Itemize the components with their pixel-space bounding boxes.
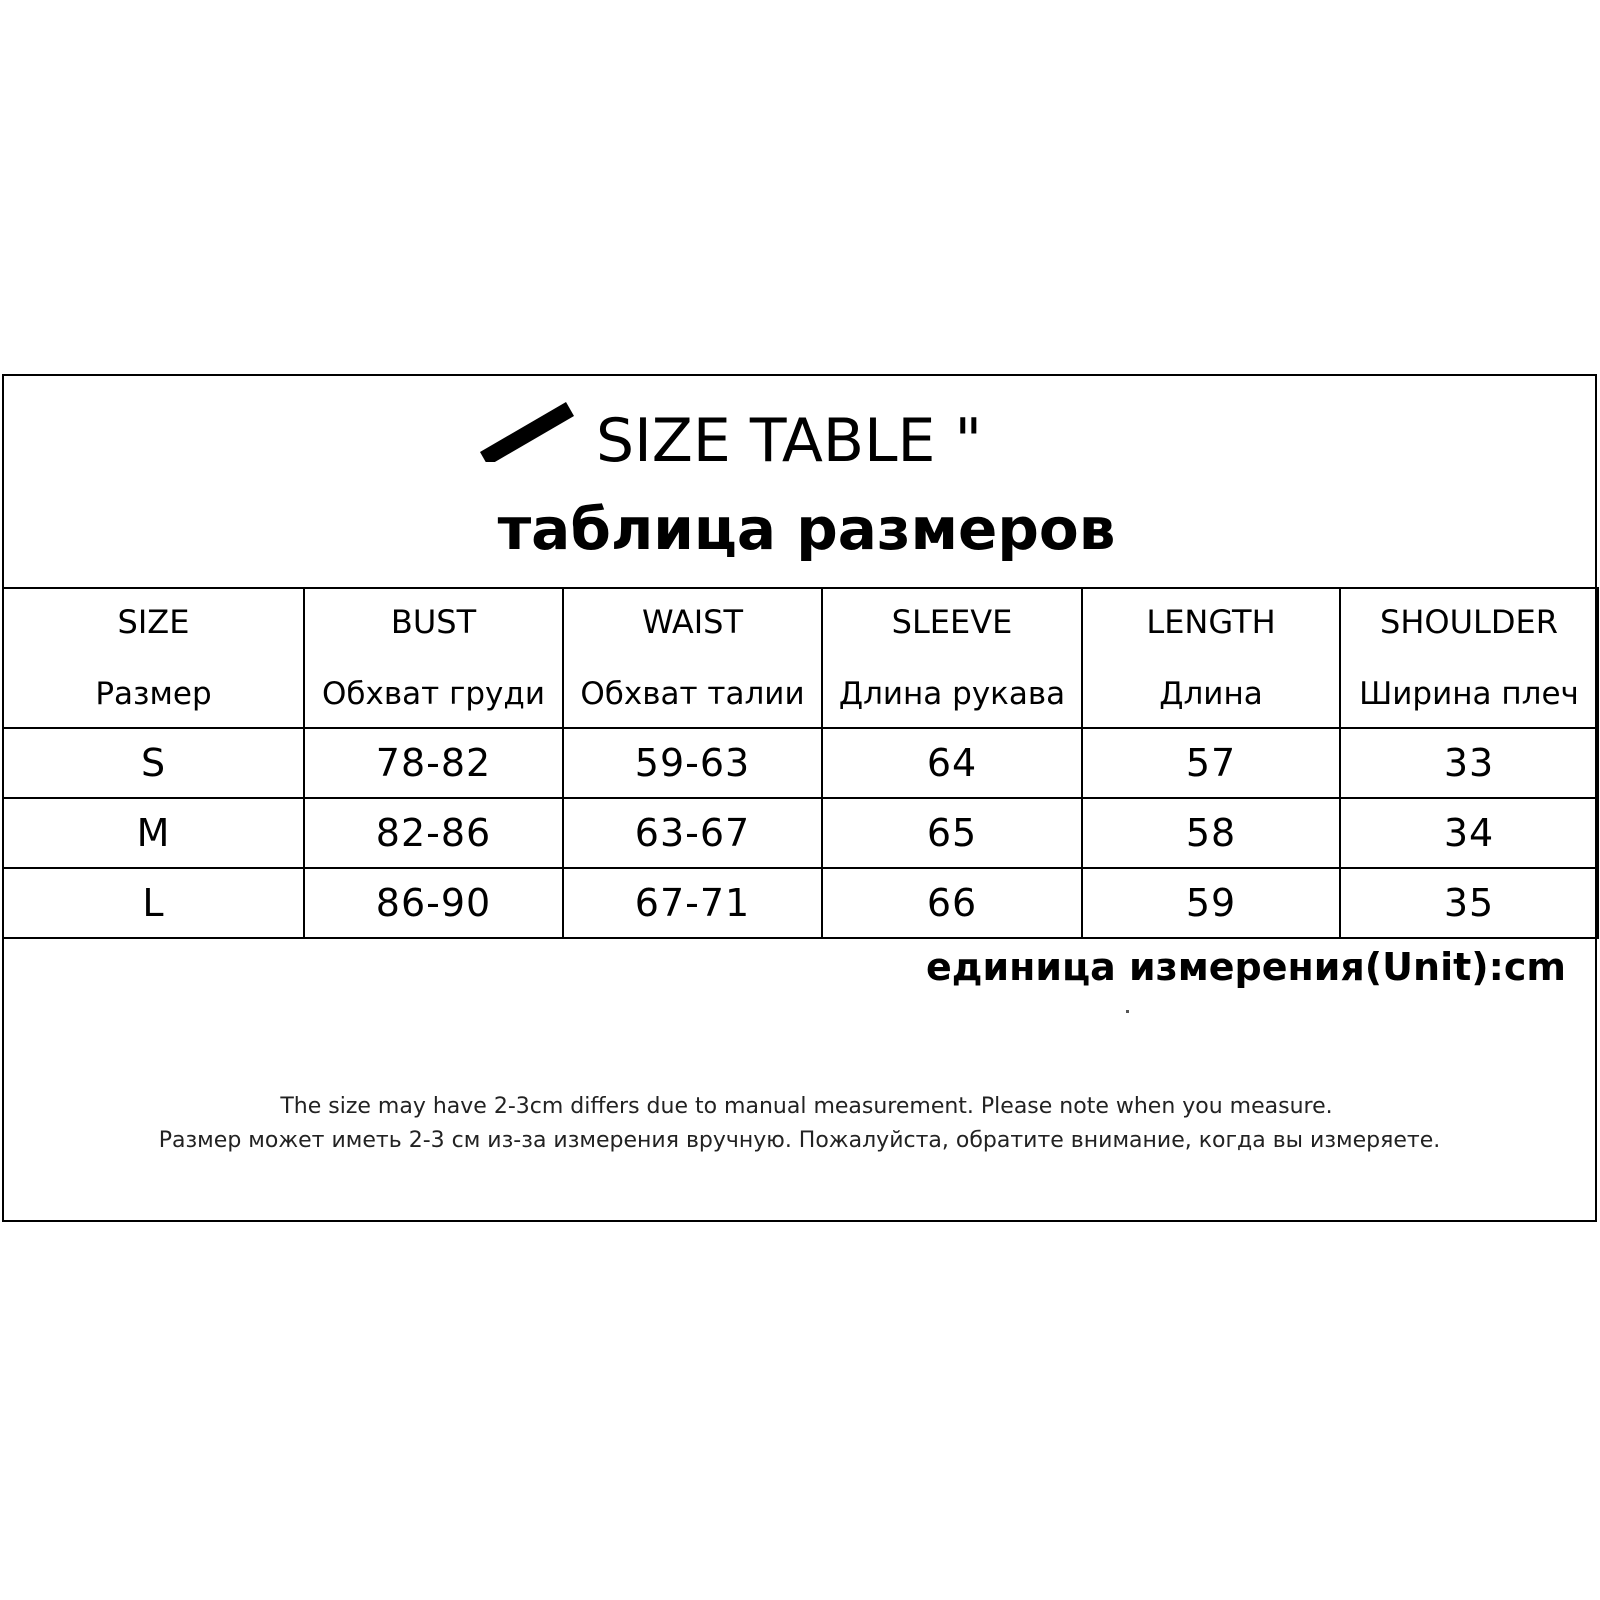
cell-size: L (3, 868, 304, 938)
cell-size: M (3, 798, 304, 868)
title-english: SIZE TABLE " (596, 406, 983, 476)
column-header-label: Длина рукава (838, 676, 1066, 712)
cell-bust: 78-82 (304, 728, 563, 798)
column-header-shoulder (1340, 588, 1598, 728)
cell-size: S (3, 728, 304, 798)
column-header-label: LENGTH (1146, 603, 1276, 641)
cell-length: 57 (1082, 728, 1340, 798)
column-header-size (3, 588, 304, 728)
size-chart-sheet (2, 374, 1597, 1222)
column-header-label: SIZE (117, 603, 190, 641)
cell-waist: 63-67 (563, 798, 822, 868)
disclaimer-russian: Размер может иметь 2-3 см из-за измерения вручную. Пожалуйста, обратите внимание, когда вы измеряете. (158, 1128, 1441, 1153)
disclaimer-english: The size may have 2-3cm differs due to manual measurement. Please note when you measure. (280, 1094, 1333, 1119)
title-russian: таблица размеров (497, 495, 1116, 563)
table-header-row (3, 588, 1598, 728)
table-row-l (3, 868, 1598, 938)
column-header-label: SHOULDER (1380, 603, 1558, 641)
title-block (4, 376, 1595, 588)
column-header-label: Длина (1159, 676, 1263, 712)
cell-bust: 82-86 (304, 798, 563, 868)
cell-waist: 67-71 (563, 868, 822, 938)
column-header-bust (304, 588, 563, 728)
column-header-label: Ширина плеч (1359, 676, 1579, 712)
table-row-s (3, 728, 1598, 798)
cell-bust: 86-90 (304, 868, 563, 938)
slash-bar-icon (480, 402, 590, 462)
column-header-label: BUST (390, 603, 477, 641)
column-header-waist (563, 588, 822, 728)
column-header-label: SLEEVE (891, 603, 1013, 641)
column-header-length (1082, 588, 1340, 728)
cell-sleeve: 66 (822, 868, 1082, 938)
column-header-sleeve (822, 588, 1082, 728)
size-table (2, 587, 1599, 939)
column-header-label: Обхват талии (580, 676, 805, 712)
table-row-m (3, 798, 1598, 868)
column-header-label: WAIST (641, 603, 744, 641)
column-header-label: Обхват груди (322, 676, 545, 712)
cell-length: 58 (1082, 798, 1340, 868)
cell-length: 59 (1082, 868, 1340, 938)
cell-shoulder: 34 (1340, 798, 1598, 868)
cell-shoulder: 33 (1340, 728, 1598, 798)
cell-shoulder: 35 (1340, 868, 1598, 938)
cell-sleeve: 65 (822, 798, 1082, 868)
cell-waist: 59-63 (563, 728, 822, 798)
column-header-label: Размер (95, 676, 212, 712)
cell-sleeve: 64 (822, 728, 1082, 798)
dot-mark (1126, 1010, 1129, 1013)
unit-note: единица измерения(Unit):cm (926, 945, 1566, 989)
